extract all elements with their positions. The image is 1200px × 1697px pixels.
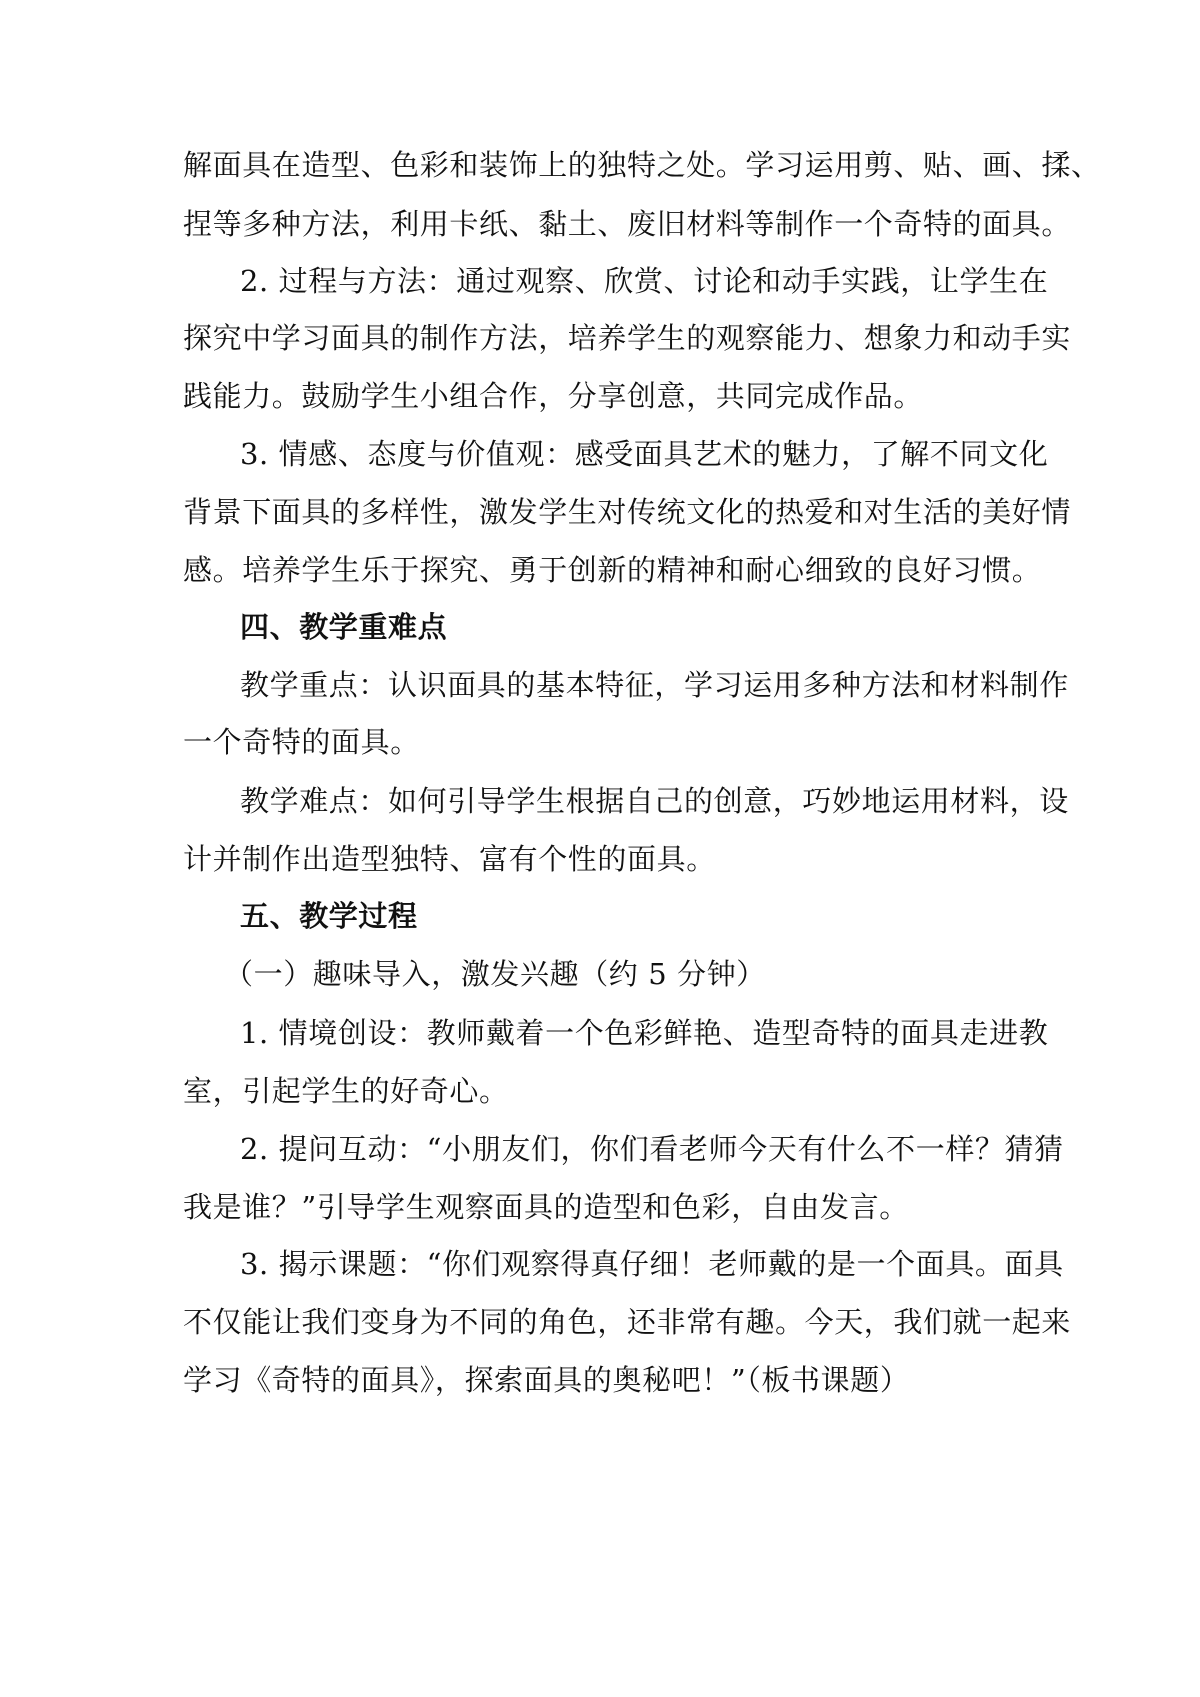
- paragraph-line: 背景下面具的多样性，激发学生对传统文化的热爱和对生活的美好情: [183, 495, 1072, 529]
- paragraph-line: 解面具在造型、色彩和装饰上的独特之处。学习运用剪、贴、画、揉、: [183, 148, 1101, 182]
- paragraph-line: 学习《奇特的面具》，探索面具的奥秘吧！”（板书课题）: [183, 1363, 910, 1397]
- paragraph-line: 捏等多种方法，利用卡纸、黏土、废旧材料等制作一个奇特的面具。: [183, 207, 1072, 241]
- section-heading: 四、教学重难点: [240, 610, 448, 644]
- paragraph-line: 我是谁？”引导学生观察面具的造型和色彩，自由发言。: [183, 1190, 909, 1224]
- paragraph-line: 探究中学习面具的制作方法，培养学生的观察能力、想象力和动手实: [183, 321, 1072, 355]
- paragraph-line: 3. 揭示课题：“你们观察得真仔细！老师戴的是一个面具。面具: [240, 1247, 1064, 1281]
- paragraph-line: 计并制作出造型独特、富有个性的面具。: [183, 842, 716, 876]
- paragraph-line: 不仅能让我们变身为不同的角色，还非常有趣。今天，我们就一起来: [183, 1305, 1072, 1339]
- paragraph-line: 教学难点：如何引导学生根据自己的创意，巧妙地运用材料，设: [240, 784, 1069, 818]
- paragraph-line: 3. 情感、态度与价值观：感受面具艺术的魅力，了解不同文化: [240, 437, 1049, 471]
- paragraph-line: 教学重点：认识面具的基本特征，学习运用多种方法和材料制作: [240, 668, 1069, 702]
- paragraph-line: 感。培养学生乐于探究、勇于创新的精神和耐心细致的良好习惯。: [183, 553, 1042, 587]
- paragraph-line: 一个奇特的面具。: [183, 725, 420, 759]
- paragraph-line: 室，引起学生的好奇心。: [183, 1074, 509, 1108]
- section-heading: 五、教学过程: [240, 899, 418, 933]
- paragraph-line: 1. 情境创设：教师戴着一个色彩鲜艳、造型奇特的面具走进教: [240, 1016, 1049, 1050]
- paragraph-line: 2. 提问互动：“小朋友们，你们看老师今天有什么不一样？猜猜: [240, 1132, 1064, 1166]
- subsection-heading: （一）趣味导入，激发兴趣（约 5 分钟）: [224, 957, 766, 991]
- paragraph-line: 践能力。鼓励学生小组合作，分享创意，共同完成作品。: [183, 379, 924, 413]
- paragraph-line: 2. 过程与方法：通过观察、欣赏、讨论和动手实践，让学生在: [240, 264, 1049, 298]
